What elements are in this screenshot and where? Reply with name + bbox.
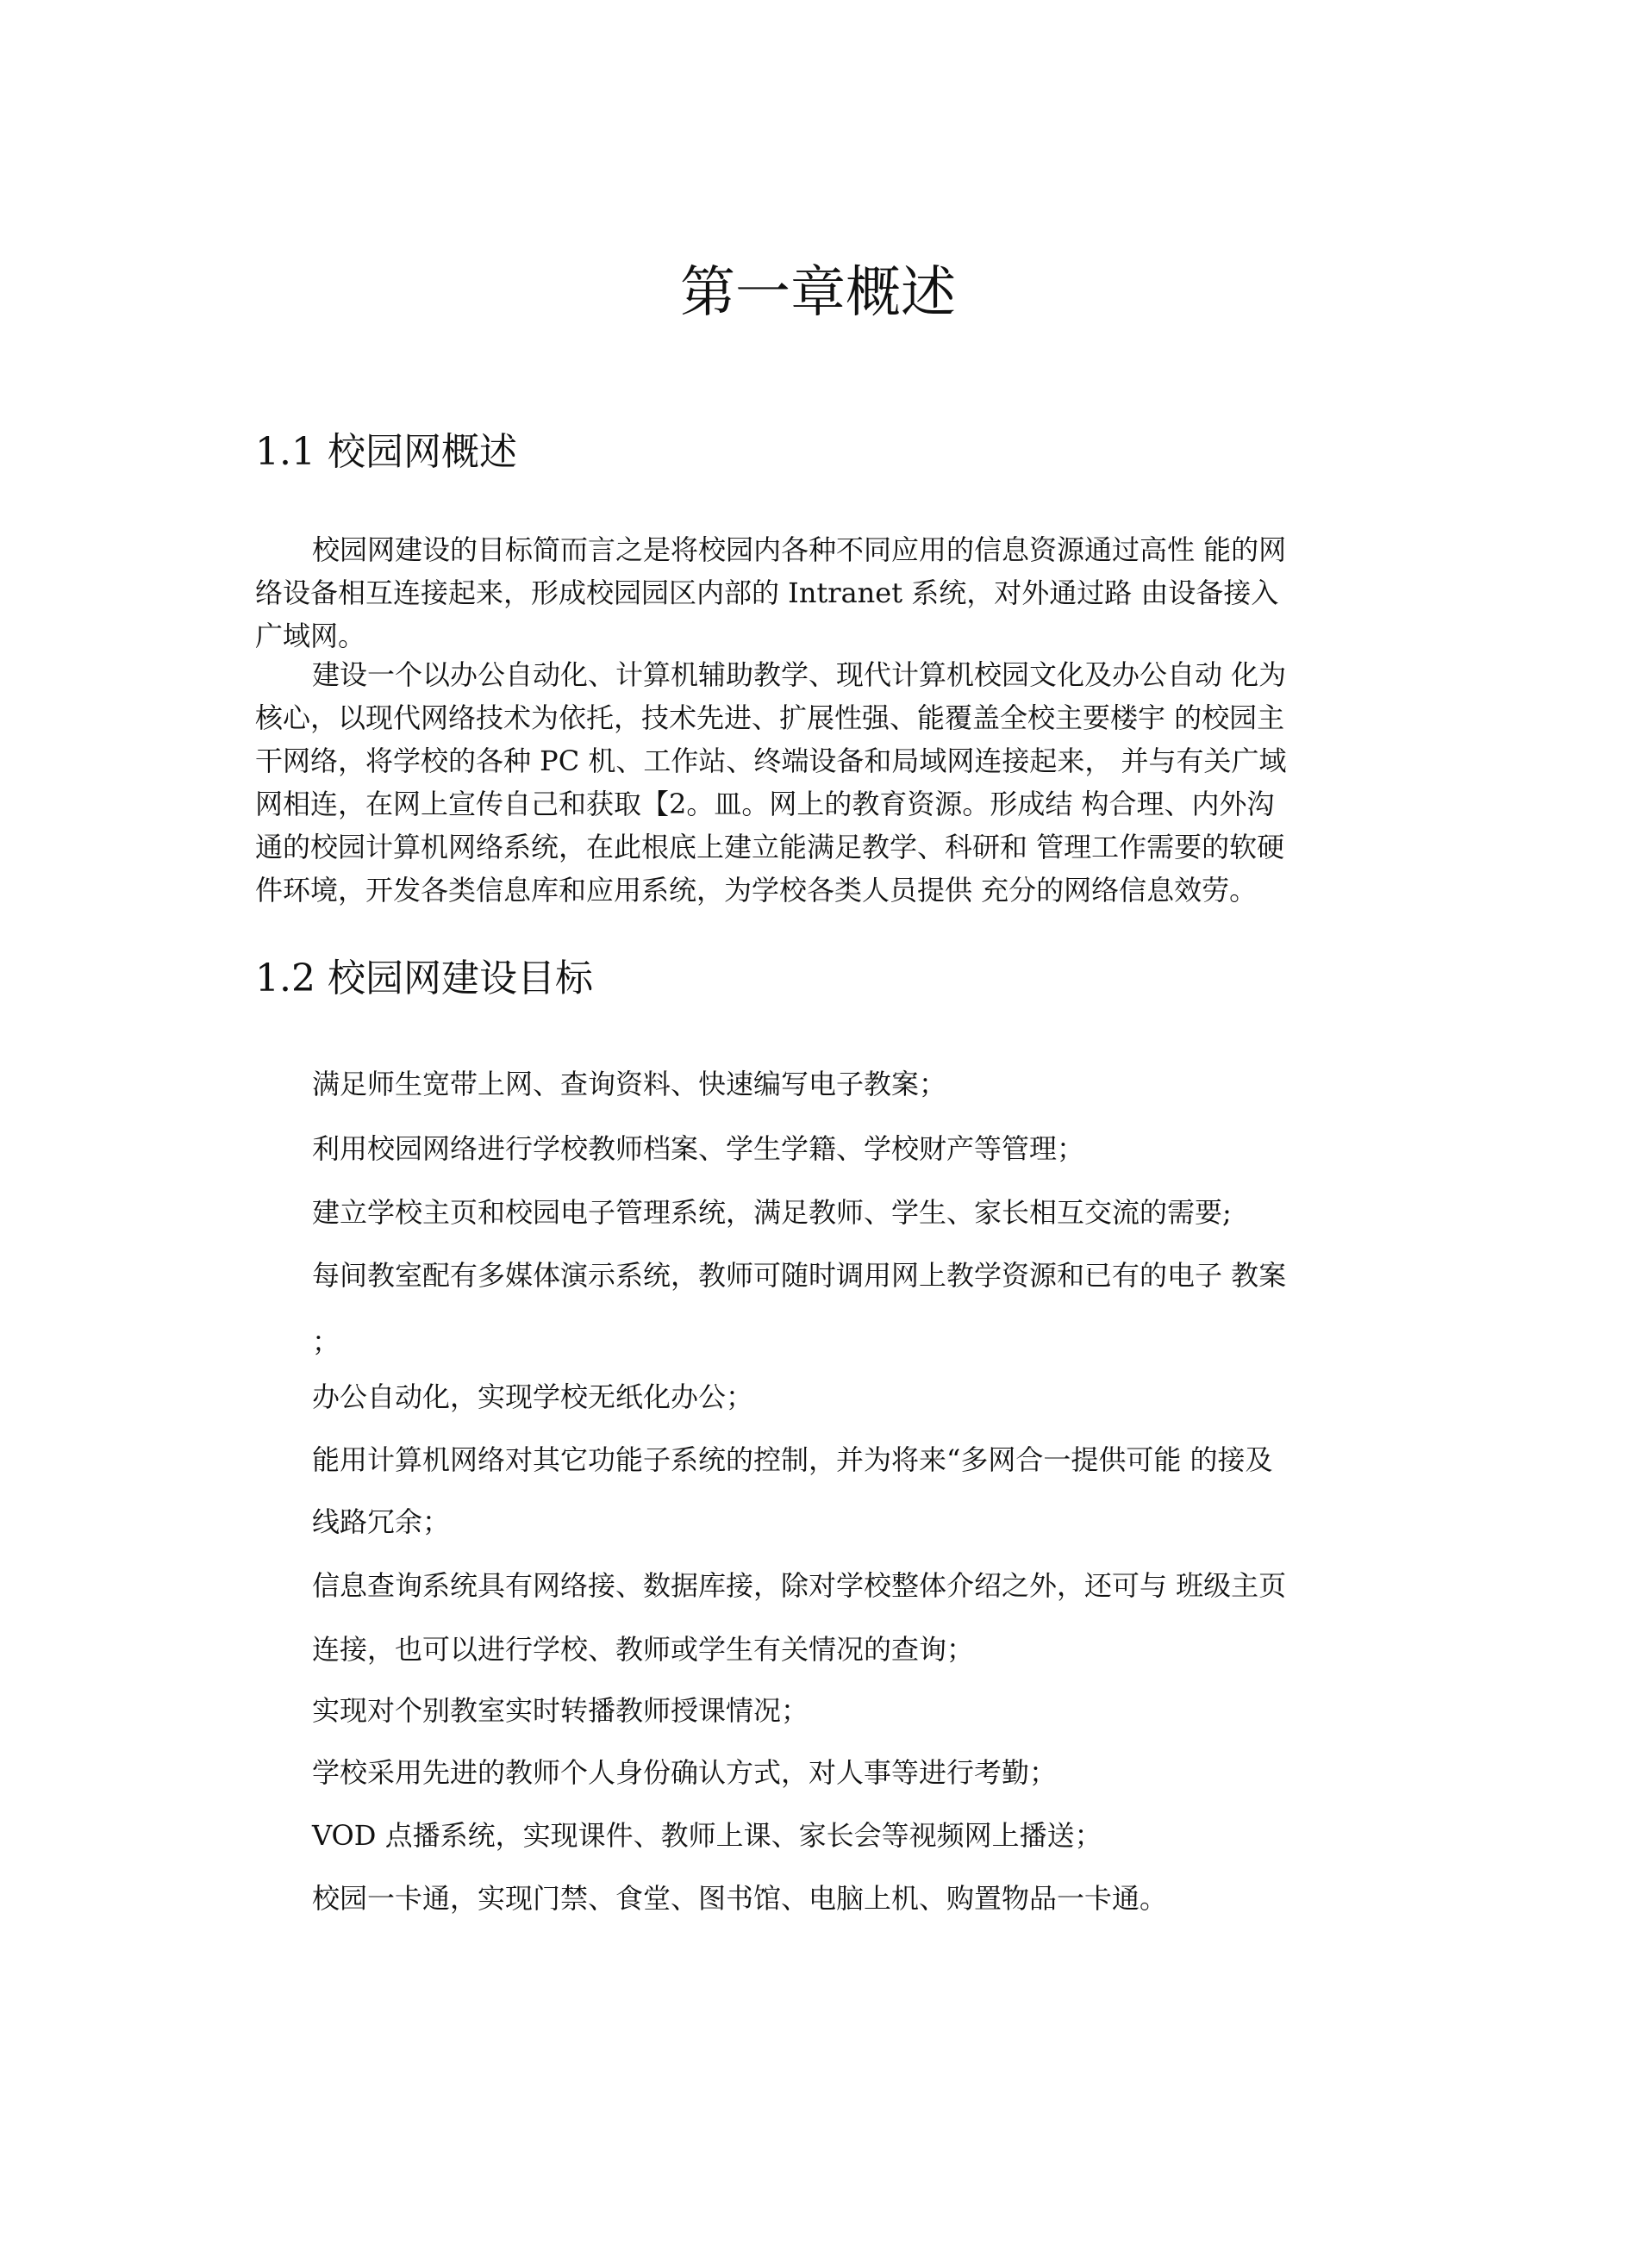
goal-item: 满足师生宽带上网、查询资料、快速编写电子教案； [312,1068,947,1100]
goal-item: 能用计算机网络对其它功能子系统的控制，并为将来“多网合一提供可能 的接及 [312,1443,1273,1476]
paragraph-line: 校园网建设的目标简而言之是将校园内各种不同应用的信息资源通过高性 能的网 [312,533,1287,566]
goal-item: 实现对个别教室实时转播教师授课情况； [312,1694,809,1727]
goal-item: 学校采用先进的教师个人身份确认方式，对人事等进行考勤； [312,1756,1058,1789]
paragraph-line: 络设备相互连接起来，形成校园园区内部的 Intranet 系统，对外通过路 由设备接入 [255,576,1279,609]
goal-item: 建立学校主页和校园电子管理系统，满足教师、学生、家长相互交流的需要; [312,1196,1232,1229]
goal-item: 每间教室配有多媒体演示系统，教师可随时调用网上教学资源和已有的电子 教案 [312,1259,1287,1292]
goal-item: 连接，也可以进行学校、教师或学生有关情况的查询； [312,1633,975,1666]
paragraph-line: 建设一个以办公自动化、计算机辅助教学、现代计算机校园文化及办公自动 化为 [312,658,1287,691]
section-1-1-paragraph-2 [255,653,1388,912]
goal-item: ； [312,1325,340,1358]
goal-item: VOD 点播系统，实现课件、教师上课、家长会等视频网上播送； [312,1819,1102,1852]
goal-item: 信息查询系统具有网络接、数据库接，除对学校整体介绍之外，还可与 班级主页 [312,1569,1287,1602]
paragraph-line: 核心，以现代网络技术为依托，技术先进、扩展性强、能覆盖全校主要楼宇 的校园主 [255,701,1285,734]
goal-item: 线路冗余； [312,1505,451,1538]
paragraph-line: 件环境，开发各类信息库和应用系统，为学校各类人员提供 充分的网络信息效劳。 [255,874,1258,907]
goal-item: 校园一卡通，实现门禁、食堂、图书馆、电脑上机、购置物品一卡通。 [312,1882,1168,1915]
section-heading-1-2: 1.2 校园网建设目标 [255,956,593,1000]
chapter-title: 第一章概述 [680,261,956,325]
paragraph-line: 通的校园计算机网络系统，在此根底上建立能满足教学、科研和 管理工作需要的软硬 [255,831,1285,863]
goal-item: 利用校园网络进行学校教师档案、学生学籍、学校财产等管理； [312,1132,1085,1165]
paragraph-line: 网相连，在网上宣传自己和获取【2。皿。网上的教育资源。形成结 构合理、内外沟 [255,788,1275,820]
section-1-1-paragraph-1 [255,528,1388,657]
section-heading-1-1: 1.1 校园网概述 [255,430,517,474]
paragraph-line: 干网络，将学校的各种 PC 机、工作站、终端设备和局域网连接起来， 并与有关广域 [255,745,1287,777]
paragraph-line: 广域网。 [255,620,366,652]
goal-item: 办公自动化，实现学校无纸化办公； [312,1380,754,1413]
